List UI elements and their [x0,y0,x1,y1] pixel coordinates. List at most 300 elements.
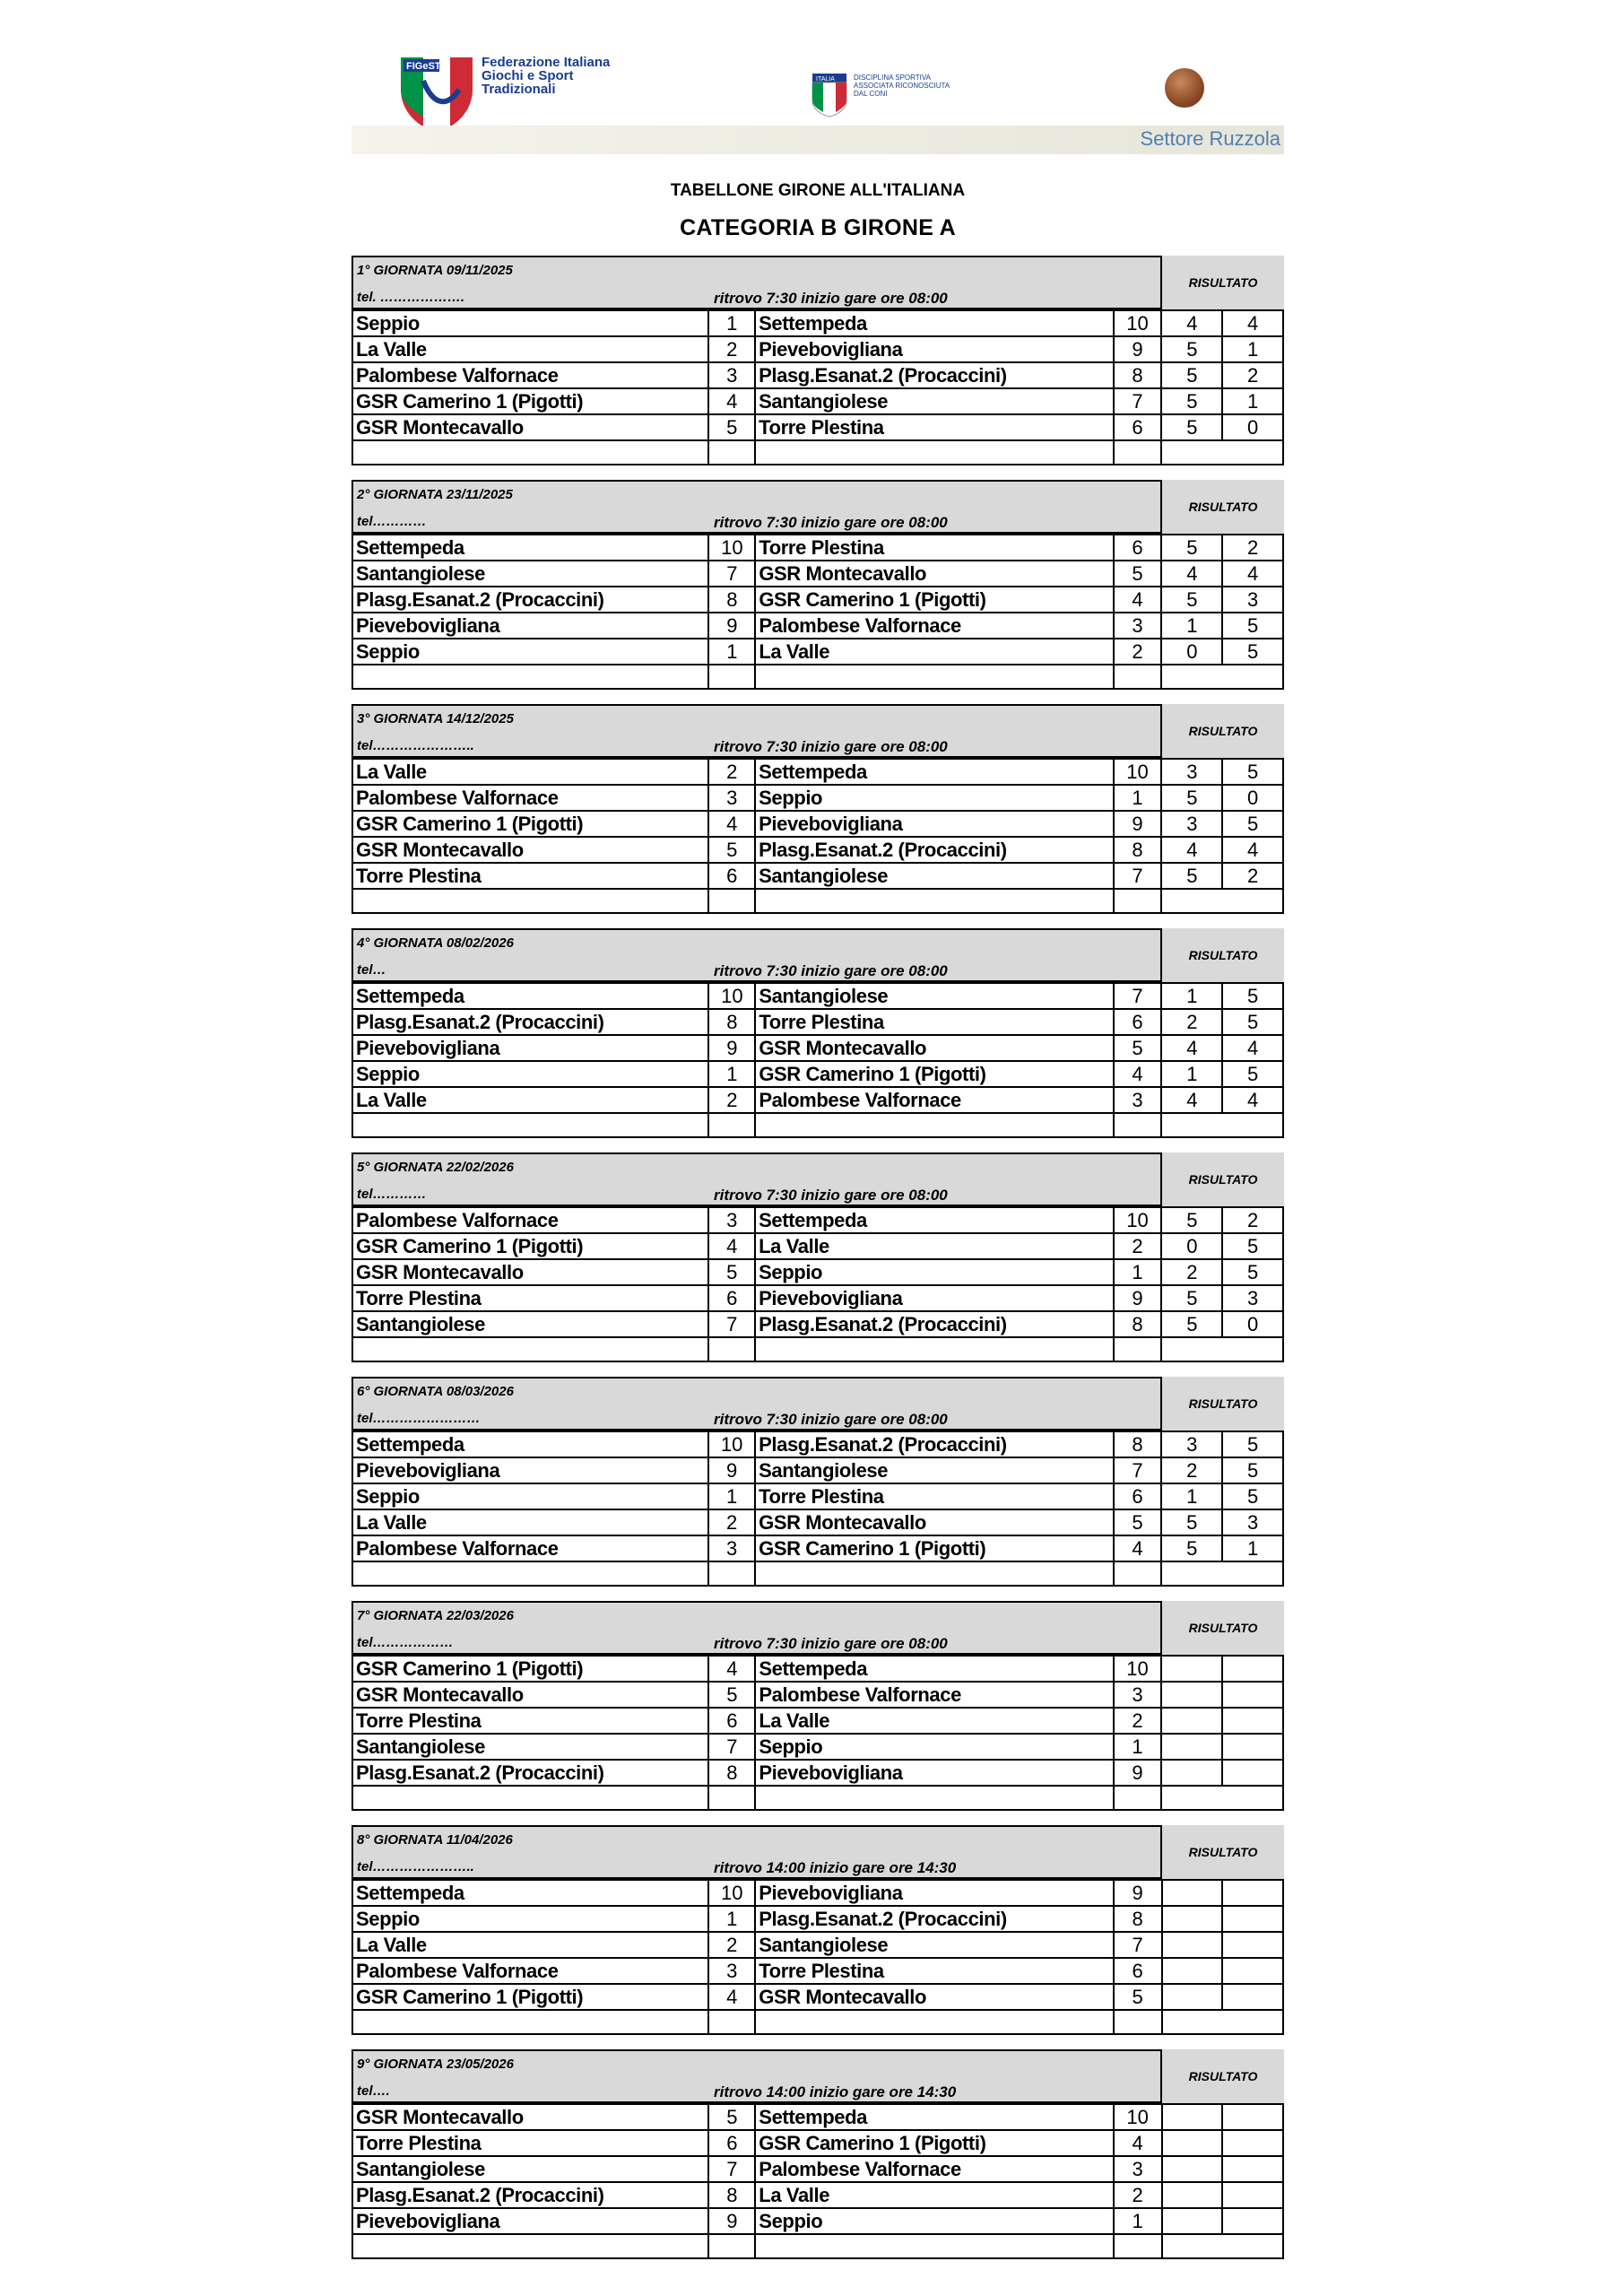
match-row [352,587,1283,613]
away-number: 9 [1114,1880,1162,1906]
home-team: Settempeda [352,983,708,1009]
home-score: 3 [1161,1431,1222,1457]
match-row [352,1009,1283,1035]
home-score: 1 [1161,1483,1222,1509]
round-phone: tel………………….. [357,1859,474,1874]
result-header: RISULTATO [1162,1377,1284,1431]
away-team: Plasg.Esanat.2 (Procaccini) [755,1431,1113,1457]
home-number: 7 [708,1734,755,1760]
round-phone: tel………… [357,1187,427,1202]
home-team: La Valle [352,336,708,362]
blank-cell [755,2010,1113,2034]
home-number: 8 [708,1760,755,1786]
match-row [352,2208,1283,2234]
round-title: 8° GIORNATA 11/04/2026 [357,1832,513,1848]
match-row [352,983,1283,1009]
round-header [352,2049,1162,2103]
round-block-6 [352,1377,1284,1601]
away-number: 10 [1114,1656,1162,1682]
home-number: 5 [708,1259,755,1285]
blank-cell [352,2010,708,2034]
round-header [352,480,1162,534]
round-time: ritrovo 7:30 inizio gare ore 08:00 [714,1187,948,1204]
blank-cell [1161,1786,1283,1810]
blank-cell [708,440,755,465]
home-score: 4 [1161,1035,1222,1061]
home-team: GSR Camerino 1 (Pigotti) [352,1233,708,1259]
blank-cell [708,2010,755,2034]
home-score [1162,1958,1223,1984]
away-team: Plasg.Esanat.2 (Procaccini) [755,362,1113,388]
away-team: Pievebovigliana [755,1880,1113,1906]
match-row [352,535,1283,561]
match-row [352,2156,1283,2182]
away-number: 10 [1114,2104,1162,2130]
away-team: GSR Camerino 1 (Pigotti) [755,1535,1113,1561]
match-row [352,863,1283,889]
home-number: 6 [708,863,755,889]
away-team: Torre Plestina [755,1483,1113,1509]
away-score [1222,2156,1283,2182]
away-team: Palombese Valfornace [755,613,1113,639]
home-number: 9 [708,613,755,639]
match-row [352,759,1283,785]
blank-cell [755,1113,1113,1137]
blank-cell [1161,889,1283,913]
home-score: 4 [1161,310,1222,336]
away-score [1222,2130,1283,2156]
home-team: Torre Plestina [352,1285,708,1311]
result-header: RISULTATO [1162,1601,1284,1655]
away-number: 8 [1114,1431,1162,1457]
home-score [1162,1984,1223,2010]
home-score [1162,2208,1223,2234]
match-row [352,811,1283,837]
home-score: 5 [1161,785,1222,811]
home-score: 5 [1161,1535,1222,1561]
match-row [352,1708,1283,1734]
round-title: 3° GIORNATA 14/12/2025 [357,711,514,726]
round-phone: tel…………………… [357,1411,481,1426]
away-score: 5 [1222,811,1283,837]
match-row [352,1035,1283,1061]
result-header: RISULTATO [1162,1825,1284,1879]
away-number: 6 [1114,1009,1162,1035]
home-score: 4 [1161,561,1222,587]
home-number: 10 [708,1431,755,1457]
blank-row [352,665,1283,689]
away-team: Settempeda [755,310,1113,336]
round-phone: tel………… [357,514,427,529]
match-row [352,1061,1283,1087]
blank-cell [1114,1561,1162,1586]
home-team: Palombese Valfornace [352,1958,708,1984]
away-score [1222,1682,1283,1708]
blank-row [352,1786,1283,1810]
blank-cell [1114,440,1162,465]
round-time: ritrovo 7:30 inizio gare ore 08:00 [714,514,948,531]
away-team: Torre Plestina [755,1958,1113,1984]
home-team: GSR Camerino 1 (Pigotti) [352,1656,708,1682]
home-team: Seppio [352,310,708,336]
round-title: 1° GIORNATA 09/11/2025 [357,263,513,278]
away-number: 3 [1114,1682,1162,1708]
away-number: 8 [1114,362,1162,388]
round-time: ritrovo 7:30 inizio gare ore 08:00 [714,1635,948,1652]
away-score: 0 [1222,1311,1283,1337]
match-row [352,613,1283,639]
home-number: 8 [708,2182,755,2208]
away-team: Palombese Valfornace [755,1087,1113,1113]
away-score: 1 [1222,388,1283,414]
match-row [352,336,1283,362]
away-number: 5 [1114,1984,1162,2010]
home-team: GSR Montecavallo [352,1682,708,1708]
blank-cell [1114,2010,1162,2034]
away-score: 5 [1222,613,1283,639]
home-team: Plasg.Esanat.2 (Procaccini) [352,1009,708,1035]
round-block-8 [352,1825,1284,2049]
away-team: Santangiolese [755,983,1113,1009]
match-row [352,1285,1283,1311]
away-team: GSR Montecavallo [755,1509,1113,1535]
home-score: 5 [1161,1509,1222,1535]
away-team: Pievebovigliana [755,1285,1113,1311]
home-number: 5 [708,2104,755,2130]
home-score: 1 [1161,613,1222,639]
home-number: 1 [708,310,755,336]
matches-table [352,534,1284,690]
match-row [352,1932,1283,1958]
away-score: 3 [1222,1285,1283,1311]
away-number: 7 [1114,1932,1162,1958]
home-number: 5 [708,414,755,440]
match-row [352,1311,1283,1337]
blank-cell [352,1337,708,1361]
home-team: Santangiolese [352,561,708,587]
result-header: RISULTATO [1162,928,1284,982]
away-team: Pievebovigliana [755,336,1113,362]
blank-cell [1114,665,1162,689]
away-score: 2 [1222,535,1283,561]
away-number: 3 [1114,613,1162,639]
home-number: 2 [708,1087,755,1113]
home-number: 10 [708,983,755,1009]
home-number: 9 [708,1035,755,1061]
round-time: ritrovo 14:00 inizio gare ore 14:30 [714,2083,957,2100]
home-score: 2 [1161,1259,1222,1285]
home-score: 5 [1161,863,1222,889]
match-row [352,1682,1283,1708]
away-score [1222,2208,1283,2234]
away-score: 1 [1222,1535,1283,1561]
match-row [352,2182,1283,2208]
svg-text:FIGeST: FIGeST [406,61,441,72]
away-number: 2 [1114,1233,1162,1259]
rounds-container [352,256,1284,2274]
away-number: 6 [1114,535,1162,561]
home-team: Palombese Valfornace [352,362,708,388]
match-row [352,2104,1283,2130]
home-score: 5 [1161,1311,1222,1337]
home-team: Torre Plestina [352,2130,708,2156]
match-row [352,310,1283,336]
away-number: 10 [1114,1207,1162,1233]
match-row [352,1483,1283,1509]
away-number: 4 [1114,1535,1162,1561]
result-header: RISULTATO [1162,1152,1284,1206]
federation-line-3: Tradizionali [482,82,556,97]
away-team: La Valle [755,1708,1113,1734]
away-score: 5 [1222,1259,1283,1285]
home-number: 1 [708,1906,755,1932]
home-number: 2 [708,336,755,362]
away-score [1222,2182,1283,2208]
home-team: Pievebovigliana [352,1035,708,1061]
round-block-1 [352,256,1284,480]
home-number: 6 [708,1285,755,1311]
coni-recognition-text [854,74,970,98]
blank-cell [708,665,755,689]
home-score: 5 [1161,587,1222,613]
blank-cell [1114,1786,1162,1810]
home-team: La Valle [352,1509,708,1535]
home-team: Seppio [352,1483,708,1509]
match-row [352,1984,1283,2010]
blank-row [352,1337,1283,1361]
home-score: 1 [1161,1061,1222,1087]
blank-cell [708,1337,755,1361]
away-number: 10 [1114,310,1162,336]
match-row [352,1760,1283,1786]
matches-table [352,1655,1284,1811]
away-team: Plasg.Esanat.2 (Procaccini) [755,1906,1113,1932]
away-team: GSR Camerino 1 (Pigotti) [755,1061,1113,1087]
home-team: Settempeda [352,1431,708,1457]
away-score: 4 [1222,561,1283,587]
matches-table [352,309,1284,465]
match-row [352,2130,1283,2156]
home-number: 4 [708,1233,755,1259]
home-number: 6 [708,2130,755,2156]
home-score: 3 [1161,811,1222,837]
home-team: La Valle [352,759,708,785]
round-block-4 [352,928,1284,1152]
home-number: 10 [708,1880,755,1906]
away-team: La Valle [755,639,1113,665]
home-number: 6 [708,1708,755,1734]
blank-cell [352,1786,708,1810]
away-number: 6 [1114,1958,1162,1984]
away-score: 5 [1222,983,1283,1009]
away-team: Settempeda [755,1207,1113,1233]
schedule-sheet [352,54,1284,2274]
blank-cell [1161,665,1283,689]
home-number: 1 [708,1061,755,1087]
away-number: 2 [1114,2182,1162,2208]
home-team: Pievebovigliana [352,1457,708,1483]
matches-table [352,1206,1284,1362]
round-header [352,1377,1162,1431]
round-header [352,704,1162,758]
sector-label: Settore Ruzzola [1140,127,1280,150]
round-time: ritrovo 7:30 inizio gare ore 08:00 [714,962,948,979]
away-number: 9 [1114,1760,1162,1786]
home-team: Settempeda [352,1880,708,1906]
match-row [352,837,1283,863]
home-score [1161,1656,1222,1682]
away-team: GSR Camerino 1 (Pigotti) [755,2130,1113,2156]
away-number: 7 [1114,388,1162,414]
away-team: Santangiolese [755,388,1113,414]
home-score [1162,2130,1223,2156]
blank-cell [1162,2010,1283,2034]
away-score [1222,1656,1283,1682]
home-score: 4 [1161,1087,1222,1113]
away-number: 7 [1114,1457,1162,1483]
home-number: 2 [708,1509,755,1535]
away-number: 3 [1114,2156,1162,2182]
round-phone: tel… [357,962,386,978]
away-number: 5 [1114,561,1162,587]
home-team: Palombese Valfornace [352,785,708,811]
away-number: 8 [1114,837,1162,863]
blank-row [352,1561,1283,1586]
match-row [352,1535,1283,1561]
home-team: Plasg.Esanat.2 (Procaccini) [352,1760,708,1786]
round-header [352,256,1162,309]
blank-cell [755,2234,1113,2258]
home-team: Palombese Valfornace [352,1535,708,1561]
home-team: La Valle [352,1087,708,1113]
away-score: 3 [1222,587,1283,613]
blank-cell [755,889,1113,913]
away-score [1222,1760,1283,1786]
away-score: 5 [1222,1457,1283,1483]
away-team: Palombese Valfornace [755,2156,1113,2182]
federation-line-1: Federazione Italiana [482,55,611,70]
blank-cell [352,1113,708,1137]
round-title: 6° GIORNATA 08/03/2026 [357,1384,514,1399]
blank-cell [1114,2234,1162,2258]
away-score [1222,2104,1283,2130]
away-number: 2 [1114,639,1162,665]
away-number: 10 [1114,759,1162,785]
blank-cell [755,440,1113,465]
round-header [352,1601,1162,1655]
home-score: 3 [1161,759,1222,785]
away-number: 4 [1114,587,1162,613]
away-score [1222,1984,1283,2010]
away-score: 0 [1222,785,1283,811]
away-score: 5 [1222,1233,1283,1259]
round-block-5 [352,1152,1284,1377]
home-number: 4 [708,388,755,414]
home-score [1161,1734,1222,1760]
match-row [352,1233,1283,1259]
home-team: GSR Montecavallo [352,2104,708,2130]
away-score: 4 [1222,837,1283,863]
ruzzola-coin-icon [1165,68,1204,108]
match-row [352,388,1283,414]
blank-cell [1114,889,1162,913]
coni-shield-icon [811,72,848,118]
round-block-7 [352,1601,1284,1825]
away-team: Pievebovigliana [755,811,1113,837]
home-number: 7 [708,1311,755,1337]
home-score [1162,2104,1223,2130]
match-row [352,1457,1283,1483]
blank-cell [1161,440,1283,465]
home-number: 3 [708,1958,755,1984]
home-score: 5 [1161,362,1222,388]
round-title: 2° GIORNATA 23/11/2025 [357,487,513,502]
home-team: Seppio [352,1061,708,1087]
round-time: ritrovo 7:30 inizio gare ore 08:00 [714,290,948,307]
away-team: GSR Montecavallo [755,1035,1113,1061]
home-score [1161,1760,1222,1786]
home-score: 5 [1161,1285,1222,1311]
home-team: GSR Montecavallo [352,837,708,863]
page-header [352,54,1284,154]
round-title: 7° GIORNATA 22/03/2026 [357,1608,514,1623]
result-header: RISULTATO [1162,2049,1284,2103]
away-number: 1 [1114,1734,1162,1760]
home-number: 3 [708,785,755,811]
blank-cell [1161,1561,1283,1586]
round-phone: tel. ………………. [357,290,465,305]
round-block-9 [352,2049,1284,2274]
away-number: 1 [1114,1259,1162,1285]
blank-row [352,889,1283,913]
home-score: 0 [1161,1233,1222,1259]
match-row [352,1509,1283,1535]
match-row [352,1734,1283,1760]
match-row [352,639,1283,665]
blank-cell [755,1786,1113,1810]
home-score: 5 [1161,336,1222,362]
blank-cell [755,665,1113,689]
round-phone: tel…. [357,2083,390,2099]
home-number: 7 [708,2156,755,2182]
away-number: 9 [1114,811,1162,837]
home-team: Torre Plestina [352,1708,708,1734]
home-score [1162,1932,1223,1958]
home-number: 9 [708,1457,755,1483]
away-score: 5 [1222,1061,1283,1087]
away-number: 7 [1114,983,1162,1009]
home-team: Santangiolese [352,1734,708,1760]
blank-cell [352,440,708,465]
coni-line-1: DISCIPLINA SPORTIVA [854,74,931,82]
home-number: 4 [708,1656,755,1682]
home-score: 0 [1161,639,1222,665]
figest-logo [396,54,477,135]
away-number: 8 [1114,1906,1162,1932]
match-row [352,1087,1283,1113]
away-team: Santangiolese [755,1932,1113,1958]
match-row [352,1906,1283,1932]
round-header [352,928,1162,982]
blank-cell [1161,1113,1283,1137]
away-score: 2 [1222,863,1283,889]
coni-line-3: DAL CONI [854,90,888,98]
home-team: GSR Camerino 1 (Pigotti) [352,1984,708,2010]
round-time: ritrovo 14:00 inizio gare ore 14:30 [714,1859,957,1876]
away-number: 6 [1114,414,1162,440]
coni-line-2: ASSOCIATA RICONOSCIUTA [854,82,950,90]
document-title: TABELLONE GIRONE ALL'ITALIANA [670,181,966,200]
